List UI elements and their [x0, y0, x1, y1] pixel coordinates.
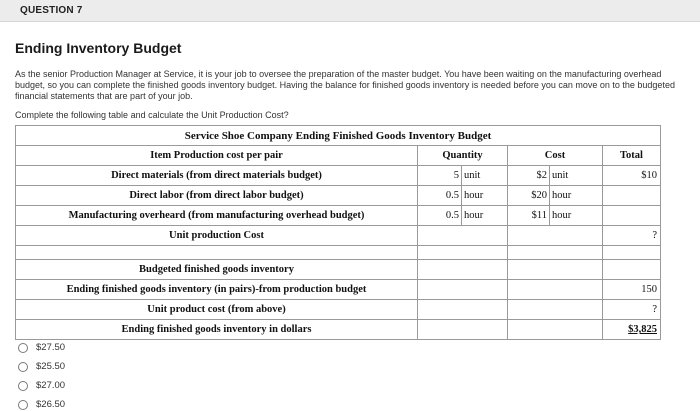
- header-cost: Cost: [508, 146, 603, 166]
- quantity-cell: [418, 166, 508, 186]
- quantity-unit: hour: [464, 190, 484, 201]
- option-label: $25.50: [36, 361, 66, 372]
- cost-unit: hour: [552, 210, 572, 221]
- row-item-label: Unit production Cost: [16, 226, 418, 246]
- cost-cell: [508, 186, 603, 206]
- total-value: 150: [603, 280, 661, 300]
- instruction-text: Complete the following table and calculate the Unit Production Cost?: [15, 110, 289, 120]
- answer-option[interactable]: [18, 376, 65, 395]
- answer-option[interactable]: [18, 357, 65, 376]
- cost-cell: [508, 206, 603, 226]
- cost-unit: hour: [552, 190, 572, 201]
- answer-option[interactable]: [18, 338, 65, 357]
- table-row: [16, 206, 661, 226]
- cost-unit: unit: [552, 170, 569, 181]
- cost-value: $11: [508, 206, 550, 225]
- answer-options: [18, 338, 65, 412]
- table-row: [16, 300, 661, 320]
- total-value: $3,825: [603, 320, 661, 340]
- table-caption: Service Shoe Company Ending Finished Goods Inventory Budget: [16, 126, 661, 146]
- option-label: $27.00: [36, 380, 66, 391]
- question-header: [0, 0, 700, 22]
- table-row: [16, 186, 661, 206]
- quantity-value: 0.5: [418, 206, 462, 225]
- radio-button[interactable]: [18, 381, 28, 391]
- table-row: [16, 280, 661, 300]
- row-item-label: Manufacturing overheard (from manufacturing overhead budget): [16, 206, 418, 226]
- total-value: [603, 186, 661, 206]
- row-item-label: Ending finished goods inventory in dollars: [16, 320, 418, 340]
- option-label: $26.50: [36, 399, 66, 410]
- total-value: [603, 206, 661, 226]
- quantity-value: 5: [418, 166, 462, 185]
- quantity-cell: [418, 206, 508, 226]
- radio-button[interactable]: [18, 343, 28, 353]
- empty-cell: [508, 226, 603, 246]
- quantity-cell: [418, 186, 508, 206]
- section-heading-row: [16, 260, 661, 280]
- radio-button[interactable]: [18, 362, 28, 372]
- table-row: [16, 166, 661, 186]
- total-value: ?: [603, 226, 661, 246]
- cost-value: $20: [508, 186, 550, 205]
- quantity-value: 0.5: [418, 186, 462, 205]
- row-item-label: Direct labor (from direct labor budget): [16, 186, 418, 206]
- page-title: Ending Inventory Budget: [15, 40, 182, 56]
- cost-value: $2: [508, 166, 550, 185]
- row-item-label: Ending finished goods inventory (in pairs)-from production budget: [16, 280, 418, 300]
- quantity-unit: unit: [464, 170, 481, 181]
- inventory-budget-table: [15, 125, 661, 340]
- total-value: ?: [603, 300, 661, 320]
- option-label: $27.50: [36, 342, 66, 353]
- empty-cell: [418, 226, 508, 246]
- section-heading: Budgeted finished goods inventory: [16, 260, 418, 280]
- row-item-label: Direct materials (from direct materials budget): [16, 166, 418, 186]
- cost-cell: [508, 166, 603, 186]
- total-value: $10: [603, 166, 661, 186]
- row-item-label: Unit product cost (from above): [16, 300, 418, 320]
- header-total: Total: [603, 146, 661, 166]
- intro-paragraph: As the senior Production Manager at Service, it is your job to oversee the preparation of the master budget. You have been waiting on the manufacturing overhead budget, so you can complete the finished goods inventory budget. Having the balance for finished goods inventory is needed before you can move on to the budgeted financial statements that are part of your job.: [15, 69, 675, 101]
- spacer-row: [16, 246, 661, 260]
- quantity-unit: hour: [464, 210, 484, 221]
- table-row: [16, 320, 661, 340]
- header-item: Item Production cost per pair: [16, 146, 418, 166]
- question-label: QUESTION 7: [20, 5, 83, 16]
- table-row: [16, 226, 661, 246]
- header-quantity: Quantity: [418, 146, 508, 166]
- answer-option[interactable]: [18, 395, 65, 412]
- radio-button[interactable]: [18, 400, 28, 410]
